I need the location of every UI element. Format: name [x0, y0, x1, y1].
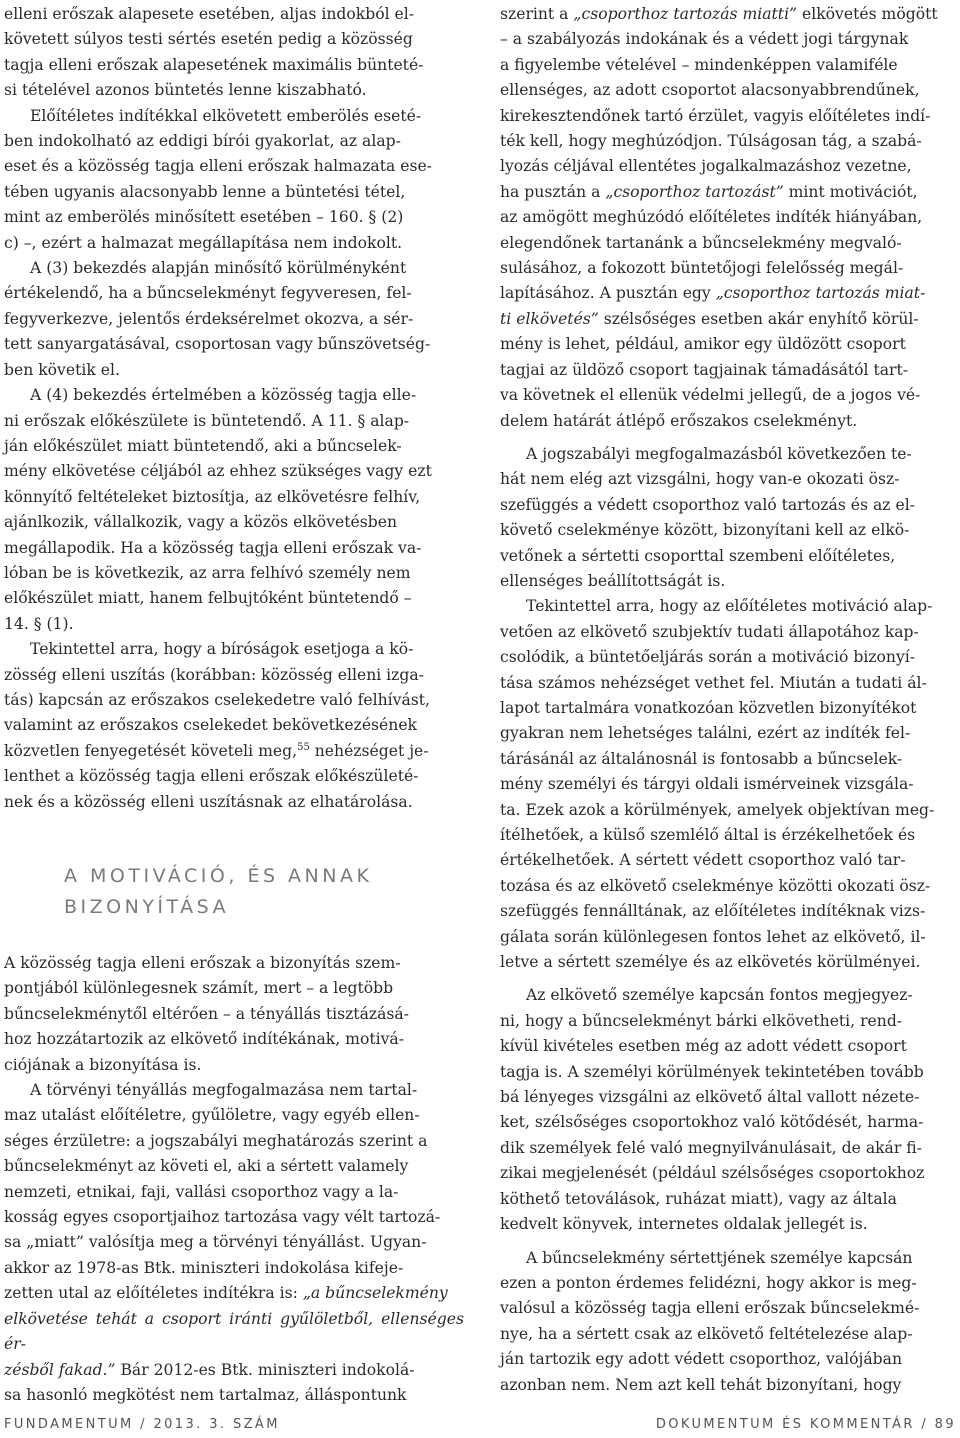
- text-line: elegendőnek tartanánk a bűncselekmény megvaló-: [500, 233, 902, 252]
- text-line: követő cselekménye között, bizonyítani kell az elkö-: [500, 521, 910, 540]
- text-line: ciójának a bizonyítása is.: [4, 1055, 202, 1074]
- text-line: ján előkészület miatt büntetendő, aki a bűncselek-: [4, 436, 402, 455]
- text-line: A bűncselekmény sértettjének személye kapcsán: [526, 1248, 913, 1267]
- text-line: [500, 307, 960, 332]
- text-span: elkövetés mögött: [797, 5, 938, 23]
- text-span: mint motivációt,: [783, 182, 918, 201]
- right-paragraph-2: [500, 442, 960, 594]
- text-line: azonban nem. Nem azt kell tehát bizonyítani, hogy: [500, 1375, 902, 1394]
- text-line: ajánlkozik, vállalkozik, vagy a közös elkövetésben: [4, 513, 397, 532]
- text-line: tása számos nehézséget vethet fel. Miután a tudati ál-: [500, 673, 927, 692]
- text-line: A (4) bekezdés értelmében a közösség tagja elle-: [30, 386, 417, 405]
- text-line: tás) kapcsán az erőszakos cselekedetre való felhívást,: [4, 690, 430, 709]
- text-line: maz utalást előítéletre, gyűlöletre, vagy egyéb ellen-: [4, 1106, 420, 1125]
- text-line: kosság egyes csoportjaihoz tartozása vagy vélt tartozá-: [4, 1208, 441, 1227]
- text-line: tében ugyanis alacsonyabb lenne a büntetési tétel,: [4, 182, 406, 201]
- italic-term: „csoporthoz tartozás miatti”: [573, 5, 798, 23]
- right-column: [500, 2, 960, 1398]
- text-span: közvetlen fenyegetését követeli meg,: [4, 741, 298, 760]
- text-line: az amögött meghúzódó előítéletes indíték hiányában,: [500, 208, 923, 227]
- text-line: szefüggés a védett csoporthoz való tartozás és az el-: [500, 495, 915, 514]
- text-line: valamint az erőszakos cselekedet bekövetkezésének: [4, 716, 417, 735]
- text-line: fegyverkezve, jelentős érdeksérelmet okozva, a sér-: [4, 309, 414, 328]
- text-line: ket, szélsőséges csoportokhoz való kötődését, harma-: [500, 1113, 924, 1132]
- text-line: értékelhetőek. A sértett védett csoporthoz való tar-: [500, 851, 906, 870]
- text-line: [4, 739, 464, 764]
- text-line: ta. Ezek azok a körülmények, amelyek objektívan meg-: [500, 800, 935, 819]
- text-line: könnyítő feltételeket biztosítja, az elkövetésre felhív,: [4, 487, 421, 506]
- section-heading: [4, 861, 464, 923]
- text-line: ni erőszak előkészülete is büntetendő. A 11. § alap-: [4, 411, 410, 430]
- text-line: ben indokolható az eddigi bírói gyakorlat, az alap-: [4, 132, 401, 151]
- text-line: dik személyek felé való megnyilvánulásait, de akár fi-: [500, 1138, 922, 1157]
- text-line: előkészület miatt, hanem felbujtóként büntetendő –: [4, 589, 412, 608]
- text-line: értékelendő, ha a bűncselekményt fegyveresen, fel-: [4, 284, 412, 303]
- section-heading-line: BIZONYÍTÁSA: [64, 896, 230, 918]
- text-line: tagja is. A személyi körülmények tekintetében tovább: [500, 1062, 924, 1081]
- text-line: – a szabályozás indokának és a védett jogi tárgynak: [500, 30, 909, 49]
- text-line: csolódik, a büntetőeljárás során a motiváció bizonyí-: [500, 648, 916, 667]
- text-line: si tételével azonos büntetés lenne kiszabható.: [4, 81, 367, 100]
- text-line: delem határát átlépő erőszakos cselekményt.: [500, 411, 858, 430]
- text-line: kedvelt könyvek, internetes oldalak jellegét is.: [500, 1215, 868, 1234]
- text-span: ha pusztán a: [500, 182, 606, 201]
- text-line: Az elkövető személye kapcsán fontos megjegyez-: [526, 986, 913, 1005]
- text-line: lyozás céljával ellentétes jogalkalmazáshoz vezetne,: [500, 157, 912, 176]
- text-span: zetten utal az előítéletes indítékra is:: [4, 1284, 298, 1303]
- right-paragraph-3: [500, 594, 960, 975]
- text-line: tárásánál az általánosnál is fontosabb a bűncselek-: [500, 749, 903, 768]
- left-paragraph-5: [4, 637, 464, 815]
- text-span: Bár 2012-es Btk. miniszteri indokolá-: [115, 1360, 415, 1379]
- italic-term: ti elkövetés”: [500, 309, 599, 328]
- italic-term: „csoporthoz tartozást”: [605, 182, 784, 201]
- text-line: hoz hozzátartozik az elkövető indítékának, motivá-: [4, 1030, 404, 1049]
- footnote-reference[interactable]: 55: [297, 741, 310, 753]
- text-span: szélsőséges esetben akár enyhítő körül-: [598, 309, 919, 328]
- text-line: mint az emberölés minősített esetében – 160. § (2): [4, 208, 404, 227]
- text-line: [500, 281, 960, 306]
- text-line: eset és a közösség tagja elleni erőszak halmazata ese-: [4, 157, 432, 176]
- right-paragraph-4: [500, 983, 960, 1237]
- text-line: követett súlyos testi sértés esetén pedig a közösség: [4, 30, 413, 49]
- text-line: kívül kivételes esetben még az adott védett csoport: [500, 1037, 907, 1056]
- journal-issue: FUNDAMENTUM / 2013. 3. SZÁM: [4, 1417, 280, 1432]
- text-line: lapot tartalmára vonatkozóan közvetlen bizonyítékot: [500, 698, 917, 717]
- text-line: sa „miatt” valósítja meg a törvényi tényállást. Ugyan-: [4, 1233, 427, 1252]
- text-line: zösség elleni uszítás (korábban: közösség elleni izga-: [4, 665, 424, 684]
- left-paragraph-4: [4, 383, 464, 637]
- text-line: letve a sértett személye és az elkövetés körülményei.: [500, 953, 921, 972]
- text-line: ni, hogy a bűncselekményt bárki elkövetheti, rend-: [500, 1011, 903, 1030]
- text-line: séges érzületre: a jogszabályi meghatározás szerint a: [4, 1131, 428, 1150]
- text-line: pontjából különlegesnek számít, mert – a legtöbb: [4, 979, 394, 998]
- text-line: [500, 180, 960, 205]
- text-line: A közösség tagja elleni erőszak a bizonyítás szem-: [4, 954, 401, 972]
- italic-quote: elkövetése tehát a csoport iránti gyűlöletből, ellenséges ér-: [4, 1309, 464, 1354]
- text-line: ellenséges beállítottságát is.: [500, 571, 726, 590]
- text-line: köthető tetoválások, ruházat miatt), vagy az általa: [500, 1189, 897, 1208]
- text-line: kirekesztendőnek tartó érzület, vagyis előítéletes indí-: [500, 106, 931, 125]
- section-heading-line: A MOTIVÁCIÓ, ÉS ANNAK: [64, 865, 373, 887]
- left-paragraph-2: [4, 104, 464, 256]
- text-line: tett sanyargatásával, csoportosan vagy bűnszövetség-: [4, 335, 431, 354]
- text-line: bűncselekményt az követi el, aki a sértett valamely: [4, 1157, 409, 1176]
- text-line: c) –, ezért a halmazat megállapítása nem indokolt.: [4, 233, 403, 252]
- text-line: Tekintettel arra, hogy az előítéletes motiváció alap-: [526, 597, 933, 616]
- text-line: mény személyi és tárgyi oldali ismérveinek vizsgála-: [500, 775, 914, 794]
- text-line: A törvényi tényállás megfogalmazása nem tartal-: [30, 1081, 418, 1100]
- text-line: sa hasonló megkötést nem tartalmaz, álláspontunk: [4, 1385, 407, 1404]
- italic-quote: zésből fakad.”: [4, 1360, 116, 1379]
- right-paragraph-5: [500, 1246, 960, 1398]
- right-paragraph-1: [500, 2, 960, 434]
- left-column: [4, 2, 464, 1408]
- left-paragraph-6: [4, 951, 464, 1078]
- text-line: tagja elleni erőszak alapesetének maximális bünteté-: [4, 55, 424, 74]
- text-span: lapításához. A pusztán egy: [500, 284, 716, 303]
- text-line: mény is lehet, például, amikor egy üldözött csoport: [500, 335, 906, 354]
- text-line: A jogszabályi megfogalmazásból következően te-: [526, 444, 912, 463]
- text-line: Előítéletes indítékkal elkövetett emberölés eseté-: [30, 106, 422, 125]
- text-span: szerint a: [500, 5, 574, 23]
- text-line: ján tartozik egy adott védett csoporthoz, valójában: [500, 1350, 902, 1369]
- text-line: nye, ha a sértett csak az elkövető feltételezése alap-: [500, 1324, 913, 1343]
- left-paragraph-1: [4, 2, 464, 104]
- text-line: bá lényeges vizsgálni az elkövető által vallott nézete-: [500, 1088, 920, 1107]
- text-line: megállapodik. Ha a közösség tagja elleni erőszak va-: [4, 538, 422, 557]
- text-line: gálata során különlegesen fontos lehet az elkövető, il-: [500, 927, 926, 946]
- text-line: vetőnek a sértetti csoporttal szembeni előítéletes,: [500, 546, 896, 565]
- text-line: mény elkövetése céljából az ehhez szükséges vagy ezt: [4, 462, 432, 481]
- page-footer: [0, 1417, 960, 1437]
- text-line: zikai megjelenését (például szélsőséges csoportokhoz: [500, 1164, 925, 1183]
- italic-term: „csoporthoz tartozás miat-: [715, 284, 926, 303]
- text-line: [4, 1307, 464, 1358]
- text-line: [4, 1358, 464, 1383]
- text-line: [500, 2, 960, 27]
- text-line: elleni erőszak alapesete esetében, aljas indokból el-: [4, 5, 415, 23]
- text-line: lenthet a közösség tagja elleni erőszak előkészületé-: [4, 767, 419, 786]
- text-line: ték kell, hogy meghúzódjon. Túlságosan tág, a szabá-: [500, 132, 922, 151]
- text-line: [4, 1281, 464, 1306]
- text-line: 14. § (1).: [4, 614, 74, 633]
- section-page-number: DOKUMENTUM ÉS KOMMENTÁR / 89: [655, 1417, 956, 1432]
- text-line: hát nem elég azt vizsgálni, hogy van-e okozati ösz-: [500, 470, 900, 489]
- text-line: ítélhetőek, a külső szemlélő által is érzékelhetőek és: [500, 826, 916, 844]
- left-paragraph-3: [4, 256, 464, 383]
- text-line: bűncselekménytől eltérően – a tényállás tisztázásá-: [4, 1004, 409, 1023]
- text-line: szefüggés fennálltának, az előítéletes indítéknak vizs-: [500, 902, 926, 921]
- text-line: akkor az 1978-as Btk. miniszteri indokolása kifeje-: [4, 1258, 404, 1277]
- text-line: tozása és az elkövető cselekménye közötti okozati ösz-: [500, 876, 931, 895]
- italic-quote: „a bűncselekmény: [297, 1284, 448, 1303]
- text-line: va követnek el ellenük védelmi jellegű, de a jogos vé-: [500, 386, 921, 405]
- text-line: nek és a közösség elleni uszításnak az elhatárolása.: [4, 792, 413, 811]
- text-span: nehézséget je-: [309, 741, 429, 760]
- left-paragraph-7: [4, 1078, 464, 1408]
- text-line: tagjai az üldöző csoport tagjainak támadásától tart-: [500, 360, 909, 379]
- text-line: nemzeti, etnikai, faji, vallási csoporthoz vagy a la-: [4, 1182, 399, 1201]
- text-line: valósul a közösség tagja elleni erőszak bűncselekmé-: [500, 1299, 920, 1318]
- text-line: A (3) bekezdés alapján minősítő körülményként: [30, 259, 407, 278]
- text-line: gyakran nem lehetséges találni, ezért az indíték fel-: [500, 724, 911, 743]
- text-line: a figyelembe vételével – mindenképpen valamiféle: [500, 55, 898, 74]
- text-line: ezen a ponton érdemes felidézni, hogy akkor is meg-: [500, 1273, 917, 1292]
- text-line: ben követik el.: [4, 360, 120, 379]
- text-line: lóban be is következik, az arra felhívó személy nem: [4, 563, 411, 582]
- text-line: ellenséges, az adott csoportot alacsonyabbrendűnek,: [500, 81, 920, 100]
- text-line: sulásához, a fokozott büntetőjogi felelősség megál-: [500, 259, 904, 278]
- text-line: vetően az elkövető szubjektív tudati állapotához kap-: [500, 622, 919, 641]
- text-line: Tekintettel arra, hogy a bíróságok esetjoga a kö-: [30, 640, 414, 659]
